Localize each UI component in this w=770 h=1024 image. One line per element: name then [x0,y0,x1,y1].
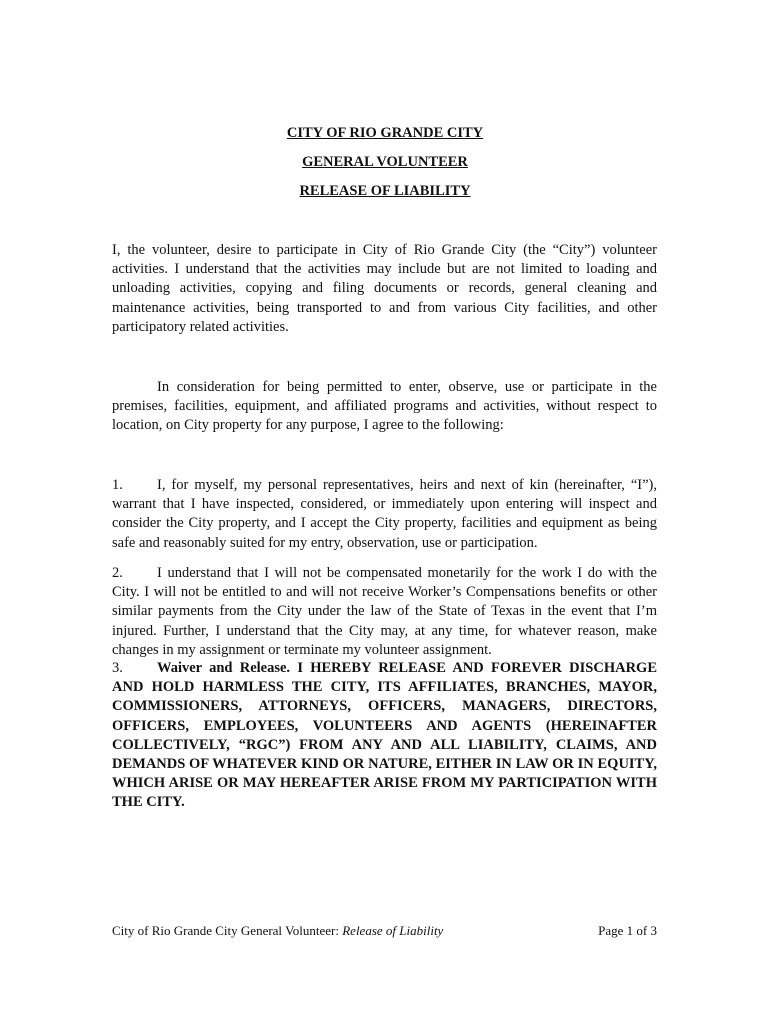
list-item [112,476,657,553]
list-item [112,564,657,660]
footer-title-plain: City of Rio Grande City General Volunteer: [112,923,343,938]
page-number: Page 1 of 3 [598,923,657,938]
footer-title-italic: Release of Liability [342,923,444,938]
item-text: I understand that I will not be compensated monetarily for the work I do with the City. I will not be entitled to and will not receive Worker’s Compensations benefits or other similar payments from the City under the law of the State of Texas in the event that I’m injured. Further, I understand that the City may, at any time, for whatever reason, make changes in my assignment or terminate my volunteer assignment. [112,565,657,658]
item-text: I HEREBY RELEASE AND FOREVER DISCHARGE AND HOLD HARMLESS THE CITY, ITS AFFILIATES, BRANCHES, MAYOR, COMMISSIONERS, ATTORNEYS, OFFICERS, MANAGERS, DIRECTORS, OFFICERS, EMPLOYEES, VOLUNTEERS AND AGENTS (HEREINAFTER COLLECTIVELY, “RGC”) FROM ANY AND ALL LIABILITY, CLAIMS, AND DEMANDS OF WHATEVER KIND OR NATURE, EITHER IN LAW OR IN EQUITY, WHICH ARISE OR MAY HEREAFTER ARISE FROM MY PARTICIPATION WITH THE CITY. [112,660,657,811]
item-number: 3. [112,660,123,676]
item-heading: Waiver and Release. [157,660,291,676]
title-line-3: RELEASE OF LIABILITY [299,183,471,199]
item-text: I, for myself, my personal representatives, heirs and next of kin (hereinafter, “I”), warrant that I have inspected, considered, or immediately upon entering will inspect and consider the City property, and I accept the City property, facilities and equipment as being safe and reasonably suited for my entry, observation, use or participation. [112,477,657,551]
title-line-2: GENERAL VOLUNTEER [302,154,468,170]
consideration-paragraph: In consideration for being permitted to enter, observe, use or participate in the premises, facilities, equipment, and affiliated programs and activities, without respect to location, on City property for any purpose, I agree to the following: [112,379,657,434]
title-line-1: CITY OF RIO GRANDE CITY [286,125,484,141]
list-item [112,659,657,813]
intro-paragraph: I, the volunteer, desire to participate in City of Rio Grande City (the “City”) volunteer activities. I understand that the activities may include but are not limited to loading and unloading activities, copying and filing documents or records, general cleaning and maintenance activities, being transported to and from various City facilities, and other participatory related activities. [112,242,657,335]
footer-title [112,923,443,939]
item-number: 2. [112,565,123,581]
item-number: 1. [112,477,123,493]
